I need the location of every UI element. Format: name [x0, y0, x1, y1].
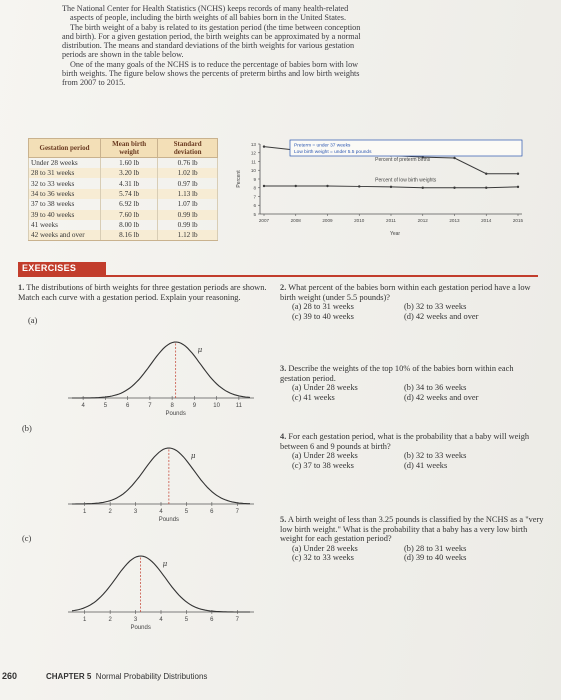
series-label: Percent of preterm births	[375, 156, 431, 163]
normal-curve-a	[60, 330, 260, 416]
tick-label: 2	[108, 509, 112, 515]
tick-label: 7	[235, 509, 239, 515]
exercises-rule	[18, 275, 538, 277]
option: (a) Under 28 weeks	[292, 383, 358, 393]
table-cell: 1.13 lb	[158, 189, 218, 199]
tick-label: 6	[125, 403, 130, 409]
tick-label: 5	[184, 509, 189, 515]
option: (b) 32 to 33 weeks	[404, 451, 467, 461]
option: (d) 39 to 40 weeks	[404, 553, 467, 563]
tick-label: 3	[133, 509, 138, 515]
table-cell: 37 to 38 weeks	[29, 199, 101, 209]
series-label: Percent of low birth weights	[375, 177, 437, 184]
data-point	[358, 185, 360, 187]
exercise-options	[280, 451, 545, 470]
tick-label: 4	[159, 617, 163, 623]
data-point	[517, 173, 519, 175]
x-tick-label: 2009	[322, 218, 333, 223]
intro-line: The National Center for Health Statistics (NCHS) keeps records of many health-related	[62, 4, 349, 13]
table-cell: 0.99 lb	[158, 210, 218, 220]
intro-line: and birth). For a given gestation period, the birth weights can be approximated by a normal	[62, 31, 361, 41]
table-cell: 3.20 lb	[101, 168, 158, 178]
intro-line: distribution. The means and standard deviations of the birth weights for various gestation	[62, 41, 355, 51]
tick-label: 8	[170, 403, 174, 409]
normal-curve	[72, 448, 250, 504]
exercise-text: Describe the weights of the top 10% of the babies born within each gestation period.	[280, 364, 514, 383]
y-tick-label: 13	[250, 141, 256, 147]
intro-line: The birth weight of a baby is related to its gestation period (the time between conception	[70, 22, 361, 32]
mu-label: μ	[197, 346, 203, 354]
option: (a) Under 28 weeks	[292, 451, 358, 461]
exercise-number: 4.	[280, 432, 287, 441]
data-point	[326, 185, 328, 187]
x-tick-label: 2008	[290, 218, 301, 223]
mu-label: μ	[190, 452, 196, 460]
x-tick-label: 2015	[512, 218, 524, 223]
table-cell: 28 to 31 weeks	[29, 168, 101, 178]
data-point	[485, 173, 487, 175]
table-cell: 39 to 40 weeks	[29, 210, 101, 220]
x-tick-label: 2010	[354, 218, 365, 223]
tick-label: 5	[103, 403, 108, 409]
table-row	[29, 168, 218, 178]
data-point	[422, 187, 424, 189]
option: (a) 28 to 31 weeks	[292, 302, 354, 312]
exercise-options	[280, 383, 545, 402]
tick-label: 7	[235, 617, 239, 623]
tick-label: 7	[148, 403, 152, 409]
table-row	[29, 199, 218, 209]
option: (c) 39 to 40 weeks	[292, 311, 354, 321]
table-cell: 34 to 36 weeks	[29, 189, 101, 199]
table-cell: 0.76 lb	[158, 158, 218, 169]
exercise-number: 3.	[280, 364, 287, 373]
table-cell: 8.16 lb	[101, 230, 158, 241]
intro-line: aspects of people, including the birth weights of all babies born in the United States.	[70, 13, 347, 23]
x-tick-label: 2012	[417, 218, 428, 223]
data-point	[517, 186, 519, 188]
chapter-name: Normal Probability Distributions	[95, 672, 208, 681]
y-axis-label: Percent	[236, 170, 242, 188]
exercise-text: The distributions of birth weights for three gestation periods are shown. Match each curve with a gestation period. Explain your reasoning.	[18, 283, 267, 302]
table-row	[29, 178, 218, 188]
table-row	[29, 158, 218, 169]
table-cell: 1.60 lb	[101, 158, 158, 169]
preterm-low-birth-weight-chart	[230, 138, 530, 240]
tick-label: 2	[108, 617, 112, 623]
option: (d) 41 weeks	[404, 460, 448, 470]
tick-label: 4	[81, 403, 85, 409]
exercises-badge: EXERCISES	[18, 262, 106, 275]
x-tick-label: 2011	[386, 218, 396, 223]
part-c-label: (c)	[22, 534, 32, 543]
data-point	[390, 186, 392, 188]
data-point	[485, 187, 487, 189]
data-point	[453, 187, 455, 189]
tick-label: 5	[184, 617, 189, 623]
legend-entry: Preterm = under 37 weeks	[294, 143, 351, 149]
table-cell: 4.31 lb	[101, 178, 158, 188]
table-cell: 7.60 lb	[101, 210, 158, 220]
tick-label: 9	[192, 403, 197, 409]
tick-label: 6	[210, 617, 214, 623]
exercise-1	[18, 283, 280, 302]
x-tick-label: 2014	[481, 218, 492, 223]
table-cell: 6.92 lb	[101, 199, 158, 209]
table-cell: Under 28 weeks	[29, 158, 101, 169]
tick-label: 1	[83, 509, 87, 515]
y-tick-label: 9	[253, 176, 256, 182]
option: (d) 42 weeks and over	[404, 311, 479, 321]
normal-curve	[72, 556, 250, 612]
part-a-label: (a)	[28, 316, 38, 325]
data-point	[295, 185, 297, 187]
chapter-number: CHAPTER 5	[46, 672, 92, 681]
exercise-2	[280, 283, 545, 321]
table-cell: 0.99 lb	[158, 220, 218, 230]
table-header: Standard deviation	[158, 139, 218, 158]
y-tick-label: 7	[253, 194, 256, 200]
exercise-text: A birth weight of less than 3.25 pounds is classified by the NCHS as a "very low birth weight." What is the probability that a baby has a very low birth weight for each gestation period?	[280, 515, 544, 544]
table-row	[29, 189, 218, 199]
exercise-3	[280, 364, 545, 402]
exercise-number: 2.	[280, 283, 287, 292]
x-tick-label: 2013	[449, 218, 460, 223]
table-row	[29, 220, 218, 230]
tick-label: 11	[235, 403, 242, 409]
exercise-text: What percent of the babies born within each gestation period have a low birth weight (under 5.5 pounds)?	[280, 283, 531, 302]
data-point	[453, 157, 455, 159]
y-tick-label: 11	[251, 159, 256, 165]
page-number: 260	[2, 671, 18, 681]
legend-entry: Low birth weight = under 5.5 pounds	[294, 150, 372, 155]
exercise-number: 1.	[18, 283, 25, 292]
option: (c) 37 to 38 weeks	[292, 460, 354, 470]
birth-weight-table	[28, 138, 218, 241]
table-header: Mean birth weight	[101, 139, 158, 158]
table-cell: 5.74 lb	[101, 189, 158, 199]
intro-line: birth weights. The figure below shows the percents of preterm births and low birth weights	[62, 69, 360, 79]
tick-label: 10	[213, 403, 220, 409]
data-point	[263, 185, 265, 187]
option: (b) 34 to 36 weeks	[404, 383, 467, 393]
table-cell: 42 weeks and over	[29, 230, 101, 241]
part-b-label: (b)	[22, 424, 32, 433]
y-tick-label: 12	[250, 150, 256, 156]
data-point	[263, 145, 265, 147]
y-tick-label: 8	[253, 185, 256, 191]
axis-label: Pounds	[165, 411, 186, 416]
tick-label: 3	[133, 617, 138, 623]
table-row	[29, 230, 218, 241]
tick-label: 6	[210, 509, 214, 515]
y-tick-label: 10	[250, 168, 256, 174]
x-tick-label: 2007	[258, 218, 270, 223]
exercise-5	[280, 515, 545, 563]
table-cell: 1.07 lb	[158, 199, 218, 209]
exercise-options	[280, 544, 545, 563]
table-header: Gestation period	[29, 139, 101, 158]
tick-label: 1	[83, 617, 87, 623]
mu-label: μ	[162, 560, 168, 568]
intro-line: from 2007 to 2015.	[62, 78, 126, 88]
intro-line: One of the many goals of the NCHS is to reduce the percentage of babies born with low	[70, 59, 359, 69]
intro-paragraph	[62, 4, 434, 88]
option: (a) Under 28 weeks	[292, 543, 358, 553]
option: (c) 41 weeks	[292, 392, 335, 402]
option: (d) 42 weeks and over	[404, 392, 479, 402]
option: (b) 32 to 33 weeks	[404, 302, 467, 312]
table-cell: 0.97 lb	[158, 178, 218, 188]
normal-curve	[72, 342, 250, 398]
table-cell: 32 to 33 weeks	[29, 178, 101, 188]
table-cell: 1.02 lb	[158, 168, 218, 178]
option: (b) 28 to 31 weeks	[404, 543, 467, 553]
exercise-options	[280, 302, 545, 321]
normal-curve-b	[60, 436, 260, 522]
y-tick-label: 6	[253, 203, 256, 209]
table-cell: 8.00 lb	[101, 220, 158, 230]
tick-label: 4	[159, 509, 163, 515]
axis-label: Pounds	[158, 517, 180, 522]
table-cell: 1.12 lb	[158, 230, 218, 241]
axis-label: Pounds	[130, 625, 151, 630]
exercise-4	[280, 432, 545, 470]
exercise-text: For each gestation period, what is the probability that a baby will weigh between 6 and 9 pounds at birth?	[280, 432, 530, 451]
table-header-row	[29, 139, 218, 158]
normal-curve-c	[60, 544, 260, 630]
y-tick-label: 5	[253, 211, 256, 217]
exercise-number: 5.	[280, 515, 287, 524]
table-row	[29, 210, 218, 220]
x-axis-label: Year	[389, 231, 401, 237]
option: (c) 32 to 33 weeks	[292, 553, 354, 563]
chapter-title	[46, 672, 207, 681]
table-cell: 41 weeks	[29, 220, 101, 230]
intro-line: periods are shown in the table below.	[62, 50, 184, 60]
